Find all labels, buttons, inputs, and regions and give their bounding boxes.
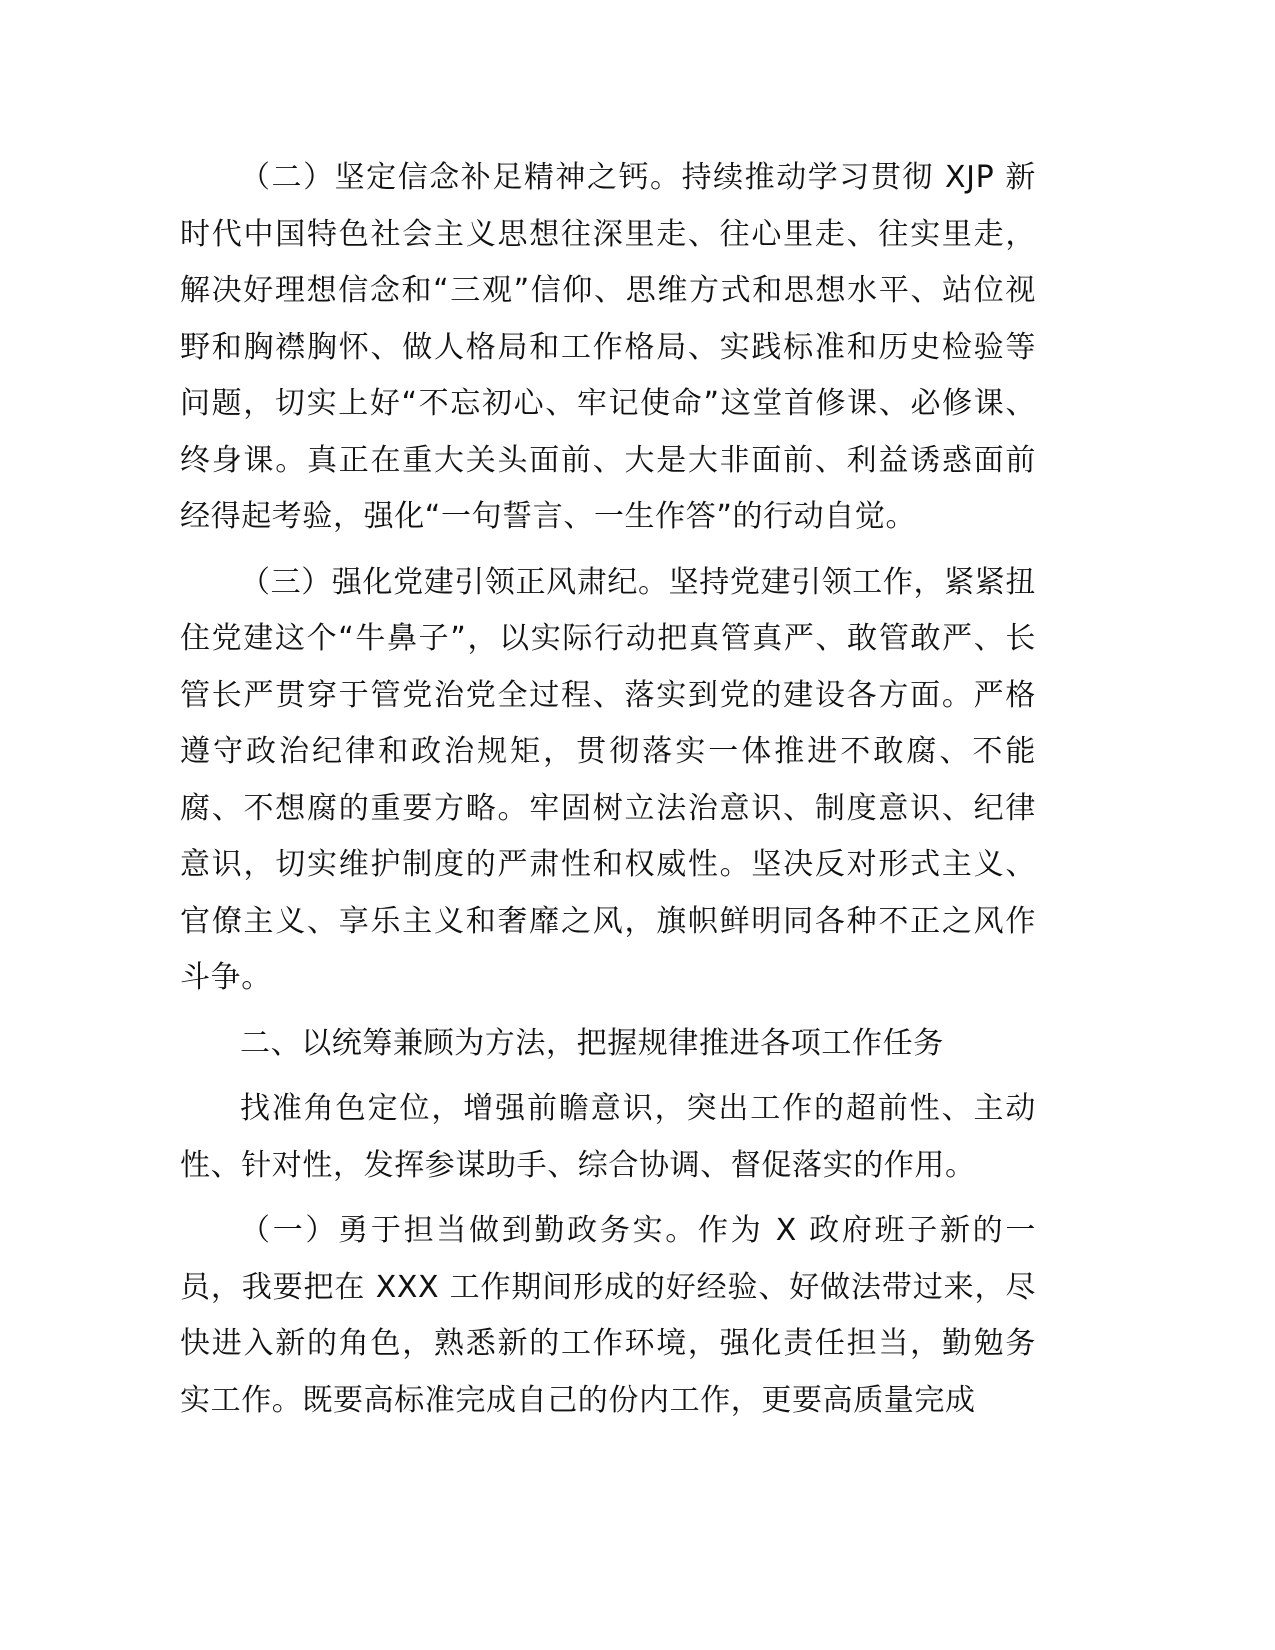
paragraph-party-building: （三）强化党建引领正风肃纪。坚持党建引领工作，紧紧扭住党建这个“牛鼻子”，以实际行动把真管真严、敢管敢严、长管长严贯穿于管党治党全过程、落实到党的建设各方面。严格遵守政治纪律和政治规矩，贯彻落实一体推进不敢腐、不能腐、不想腐的重要方略。牢固树立法治意识、制度意识、纪律意识，切实维护制度的严肃性和权威性。坚决反对形式主义、官僚主义、享乐主义和奢靡之风，旗帜鲜明同各种不正之风作斗争。 (180, 564, 1036, 995)
paragraph-role-positioning: 找准角色定位，增强前瞻意识，突出工作的超前性、主动性、针对性，发挥参谋助手、综合协调、督促落实的作用。 (180, 1091, 1036, 1183)
paragraph-faith: （二）坚定信念补足精神之钙。持续推动学习贯彻 XJP 新时代中国特色社会主义思想往深里走、往心里走、往实里走，解决好理想信念和“三观”信仰、思维方式和思想水平、站位视野和胸襟胸怀、做人格局和工作格局、实践标准和历史检验等问题，切实上好“不忘初心、牢记使命”这堂首修课、必修课、终身课。真正在重大关头面前、大是大非面前、利益诱惑面前经得起考验，强化“一句誓言、一生作答”的行动自觉。 (180, 160, 1036, 534)
section-heading-two: 二、以统筹兼顾为方法，把握规律推进各项工作任务 (240, 1025, 944, 1061)
paragraph-responsibility: （一）勇于担当做到勤政务实。作为 X 政府班子新的一员，我要把在 XXX 工作期间形成的好经验、好做法带过来，尽快进入新的角色，熟悉新的工作环境，强化责任担当，勤勉务实工作。既要高标准完成自己的份内工作，更要高质量完成 (180, 1213, 1036, 1418)
document-body (180, 150, 1036, 1438)
